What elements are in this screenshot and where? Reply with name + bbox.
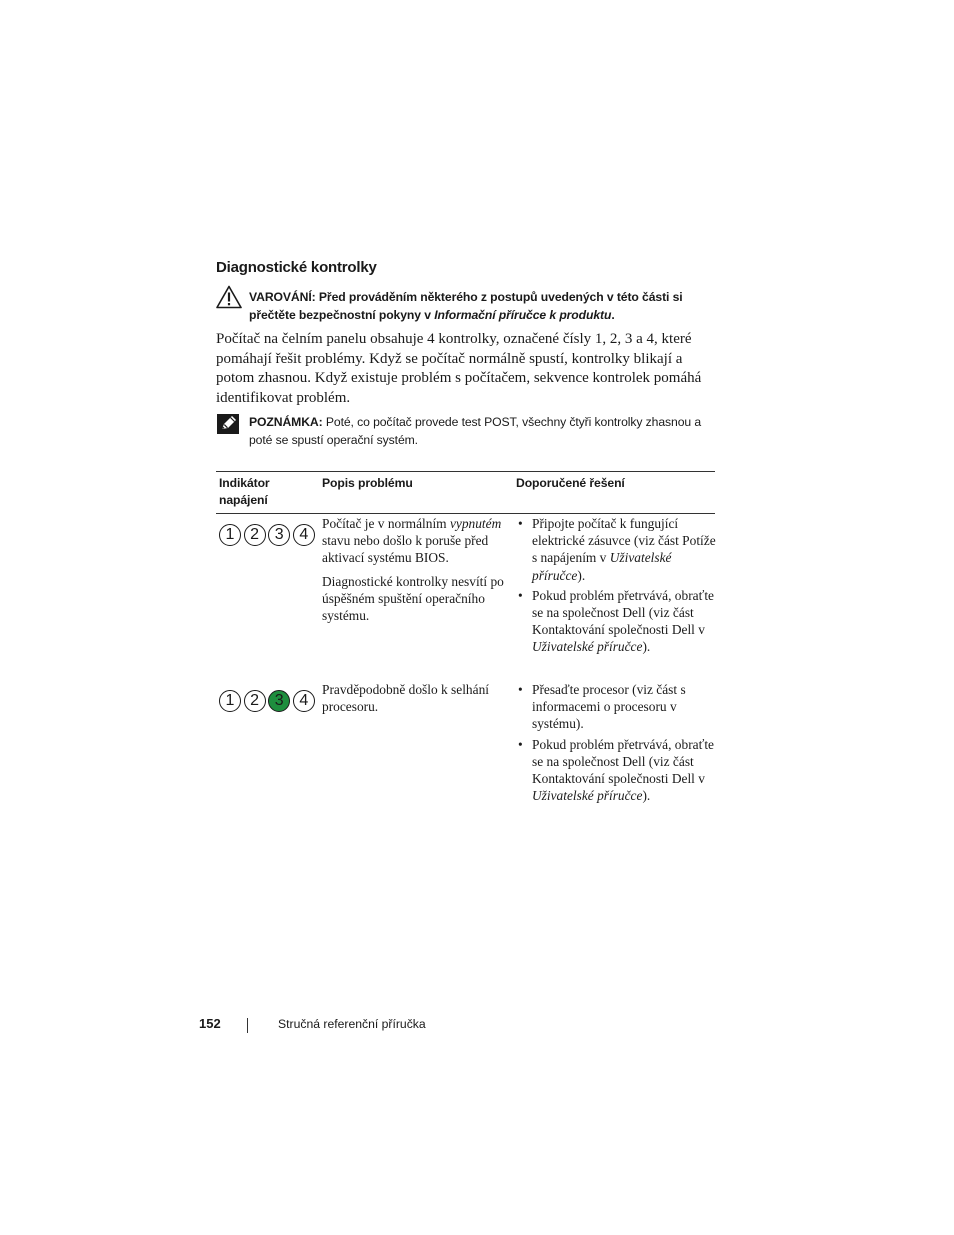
table-top-rule	[216, 471, 715, 472]
page-number: 152	[199, 1016, 221, 1031]
led-indicator-group	[219, 524, 317, 546]
header-solution: Doporučené řešení	[516, 476, 625, 490]
led-1-off: 1	[219, 690, 241, 712]
problem-description: Pravděpodobně došlo k selhání procesoru.	[322, 682, 489, 715]
note-text: POZNÁMKA: Poté, co počítač provede test POST, všechny čtyři kontrolky zhasnou a poté se spustí operační systém.	[249, 415, 702, 447]
list-item: • Připojte počítač k fungující elektrické zásuvce (viz část Potíže s napájením v Uživatelské příručce).	[518, 516, 716, 583]
list-item: • Přesaďte procesor (viz část s informacemi o procesoru v systému).	[518, 682, 686, 732]
intro-paragraph: Počítač na čelním panelu obsahuje 4 kontrolky, označené čísly 1, 2, 3 a 4, které pomáhají řešit problémy. Když se počítač normálně spustí, kontrolky blikají a potom zhasnou. Když existuje problém s počítačem, sekvence kontrolek pomáhá identifikovat problém.	[216, 331, 702, 406]
footer-title: Stručná referenční příručka	[278, 1017, 426, 1031]
warning-label: VAROVÁNÍ:	[249, 290, 316, 304]
warning-link: Informační příručce k produktu	[434, 308, 612, 322]
led-2-off: 2	[244, 690, 266, 712]
recommended-solution	[516, 681, 716, 807]
list-item: • Pokud problém přetrvává, obraťte se na společnost Dell (viz část Kontaktování společnosti Dell v Uživatelské příručce).	[518, 587, 714, 655]
led-3-on: 3	[268, 690, 290, 712]
table-header-rule	[216, 513, 715, 514]
list-item: • Pokud problém přetrvává, obraťte se na společnost Dell (viz část Kontaktování společnosti Dell v Uživatelské příručce).	[518, 736, 714, 804]
note-label: POZNÁMKA:	[249, 415, 323, 429]
header-description: Popis problému	[322, 476, 413, 490]
warning-text: VAROVÁNÍ: Před prováděním některého z postupů uvedených v této části si přečtěte bezpečnostní pokyny v Informační příručce k produktu.	[249, 290, 683, 322]
footer-separator	[247, 1018, 248, 1033]
led-1-off: 1	[219, 524, 241, 546]
note-pencil-icon	[216, 413, 240, 435]
led-4-off: 4	[293, 690, 315, 712]
section-heading: Diagnostické kontrolky	[216, 259, 377, 276]
led-3-off: 3	[268, 524, 290, 546]
led-2-off: 2	[244, 524, 266, 546]
header-indicator: Indikátor napájení	[219, 476, 270, 507]
page-footer	[199, 1016, 599, 1036]
led-4-off: 4	[293, 524, 315, 546]
led-indicator-group	[219, 690, 317, 712]
problem-description: Počítač je v normálním vypnutém stavu nebo došlo k poruše před aktivací systému BIOS. Diagnostické kontrolky nesvítí po úspěšném spuštění operačního systému.	[322, 516, 504, 624]
recommended-solution	[516, 515, 716, 659]
warning-triangle-icon	[216, 285, 242, 309]
